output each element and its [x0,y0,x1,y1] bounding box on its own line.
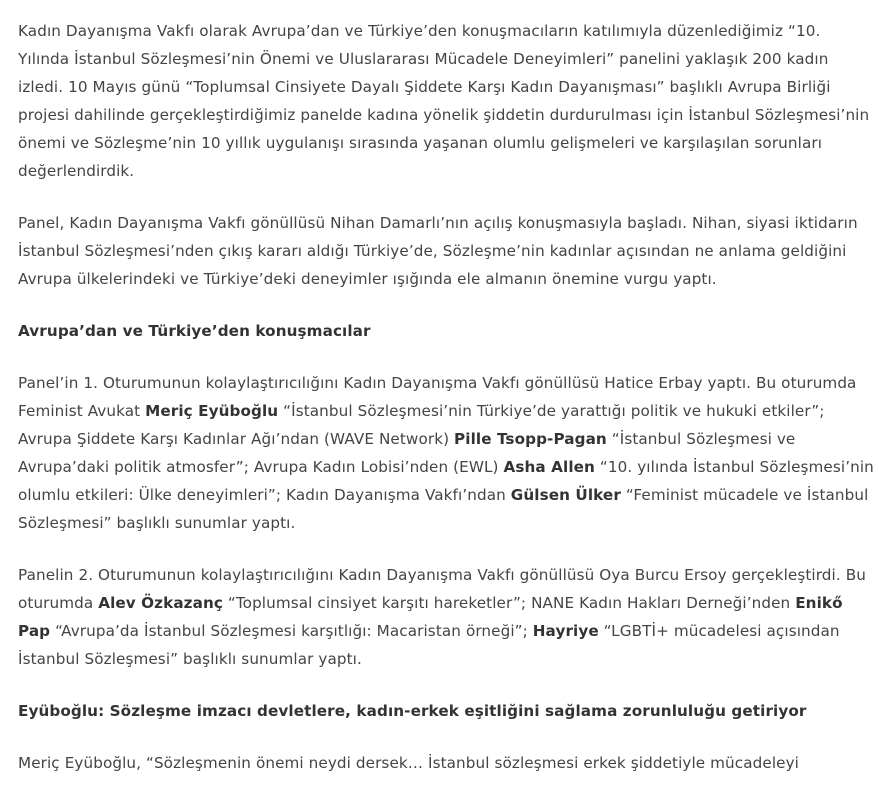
speaker-name: Pille Tsopp-Pagan [454,430,607,448]
speaker-name: Meriç Eyüboğlu [145,402,279,420]
session-2-paragraph [18,561,874,673]
section-heading-eyuboglu: Eyüboğlu: Sözleşme imzacı devletlere, kadın-erkek eşitliğini sağlama zorunluluğu getiriyor [18,702,807,720]
session-1-paragraph [18,369,874,537]
section-heading-speakers: Avrupa’dan ve Türkiye’den konuşmacılar [18,322,371,340]
speaker-name: Asha Allen [503,458,595,476]
speaker-name: Hayriye [532,622,599,640]
text-segment: Panelin 2. Oturumunun kolaylaştırıcılığını Kadın Dayanışma Vakfı gönüllüsü Oya Burcu Ersoy gerçekleştirdi. Bu oturumda [18,566,866,612]
text-segment: “Toplumsal cinsiyet karşıtı hareketler”; NANE Kadın Hakları Derneği’nden [222,594,796,612]
text-segment: “Avrupa’da İstanbul Sözleşmesi karşıtlığı: Macaristan örneği”; [50,622,533,640]
text-segment: “LGBTİ+ mücadelesi açısından İstanbul Sözleşmesi” başlıklı sunumlar yaptı. [18,622,840,668]
article-body [18,17,874,801]
text-segment: “10. yılında İstanbul Sözleşmesi’nin olumlu etkileri: Ülke deneyimleri”; Kadın Dayanışma Vakfı’ndan [18,458,874,504]
opening-paragraph: Panel, Kadın Dayanışma Vakfı gönüllüsü Nihan Damarlı’nın açılış konuşmasıyla başladı. Nihan, siyasi iktidarın İstanbul Sözleşmesi’nden çıkış kararı aldığı Türkiye’de, Sözleşme’nin kadınlar açısından ne anlama geldiğini Avrupa ülkelerindeki ve Türkiye’deki deneyimler ışığında ele almanın önemine vurgu yaptı. [18,214,858,288]
partial-paragraph: Meriç Eyüboğlu, “Sözleşmenin önemi neydi dersek… İstanbul sözleşmesi erkek şiddetiyle mücadeleyi [18,754,799,772]
speaker-name: Alev Özkazanç [98,594,223,612]
text-segment: “İstanbul Sözleşmesi ve Avrupa’daki politik atmosfer”; Avrupa Kadın Lobisi’nden (EWL) [18,430,796,476]
speaker-name: Gülsen Ülker [510,486,621,504]
text-segment: “İstanbul Sözleşmesi’nin Türkiye’de yarattığı politik ve hukuki etkiler”; Avrupa Şiddete Karşı Kadınlar Ağı’ndan (WAVE Network) [18,402,825,448]
text-segment: Panel’in 1. Oturumunun kolaylaştırıcılığını Kadın Dayanışma Vakfı gönüllüsü Hatice Erbay yaptı. Bu oturumda Feminist Avukat [18,374,857,420]
text-segment: “Feminist mücadele ve İstanbul Sözleşmesi” başlıklı sunumlar yaptı. [18,486,869,532]
intro-paragraph: Kadın Dayanışma Vakfı olarak Avrupa’dan ve Türkiye’den konuşmacıların katılımıyla düzenlediğimiz “10. Yılında İstanbul Sözleşmesi’nin Önemi ve Uluslararası Mücadele Deneyimleri” panelini yaklaşık 200 kadın izledi. 10 Mayıs günü “Toplumsal Cinsiyete Dayalı Şiddete Karşı Kadın Dayanışması” başlıklı Avrupa Birliği projesi dahilinde gerçekleştirdiğimiz panelde kadına yönelik şiddetin durdurulması için İstanbul Sözleşmesi’nin önemi ve Sözleşme’nin 10 yıllık uygulanışı sırasında yaşanan olumlu gelişmeleri ve karşılaşılan sorunları değerlendirdik. [18,22,870,180]
speaker-name: Enikő Pap [18,594,843,640]
